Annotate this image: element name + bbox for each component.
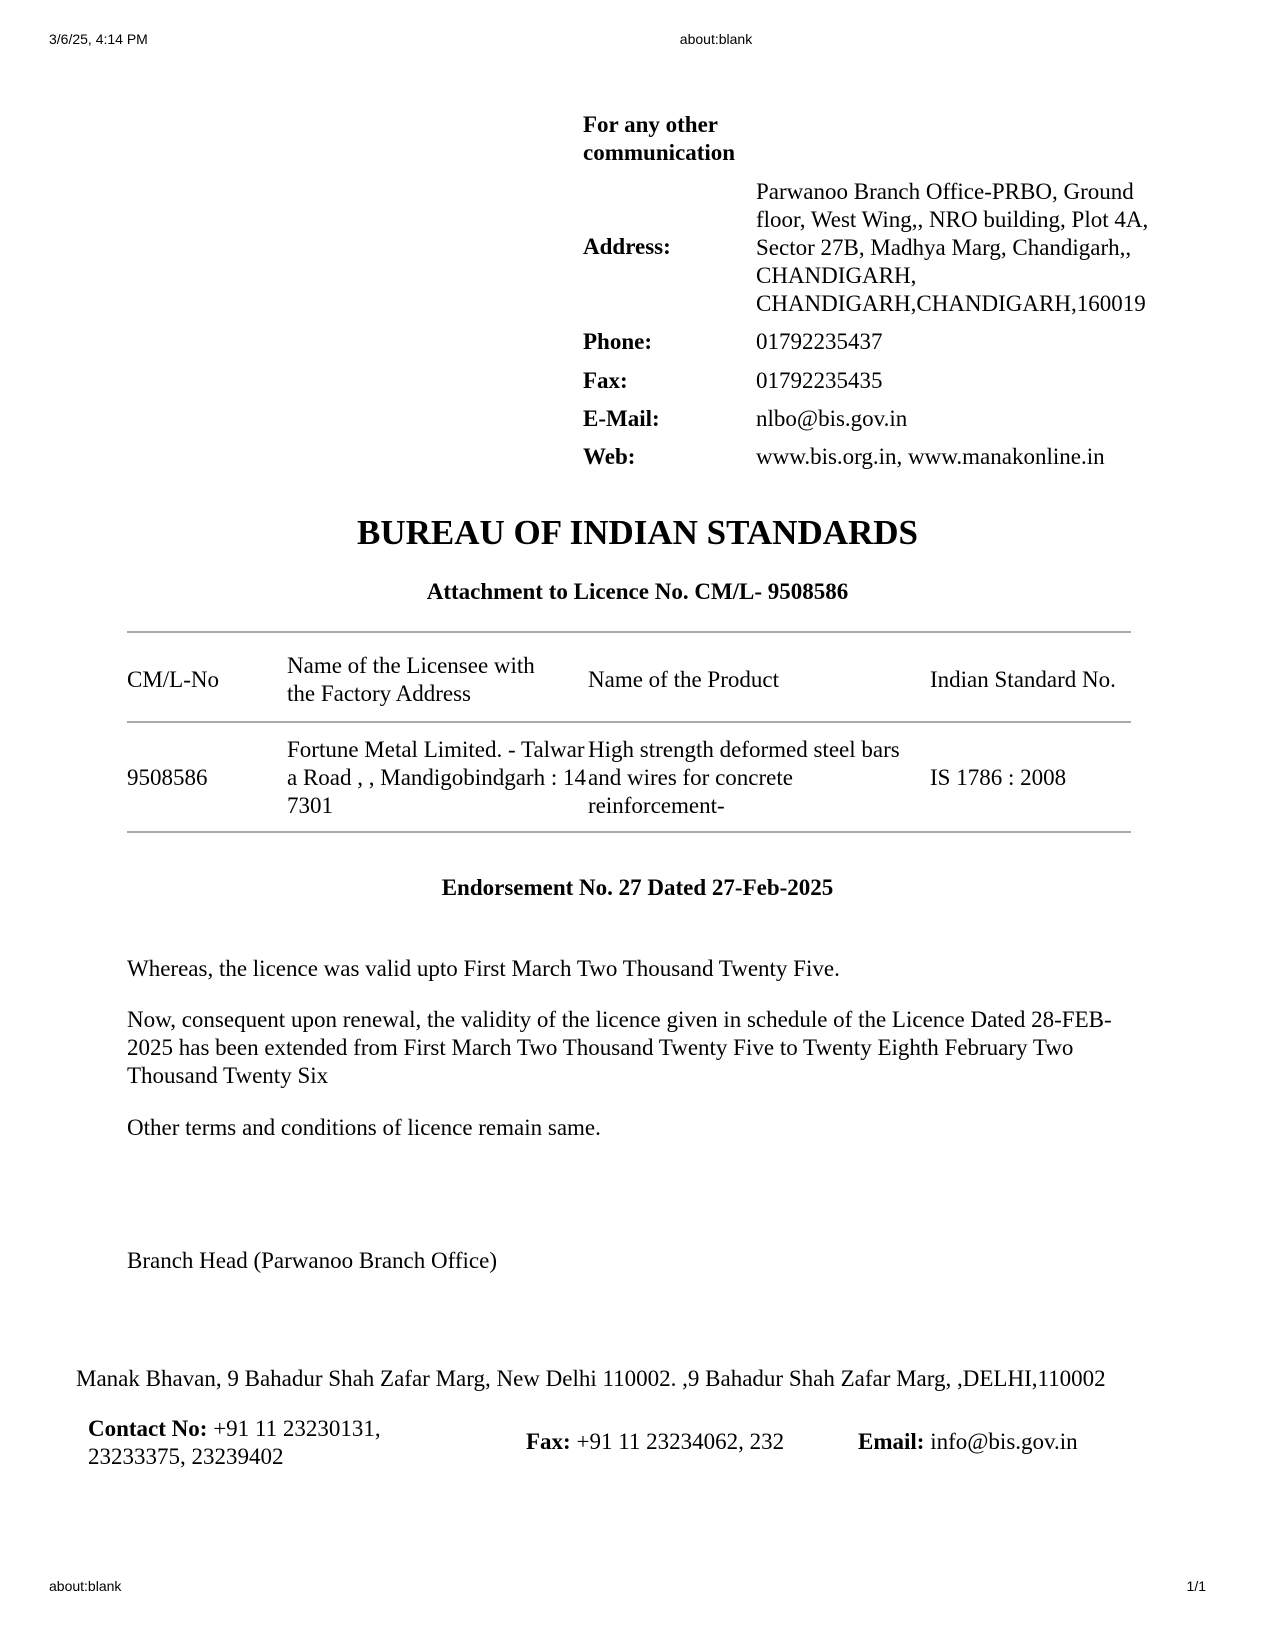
web-value[interactable]: www.bis.org.in, www.manakonline.in <box>756 444 1105 469</box>
paragraph-1: Whereas, the licence was valid upto First March Two Thousand Twenty Five. <box>127 956 840 981</box>
signatory: Branch Head (Parwanoo Branch Office) <box>127 1248 497 1273</box>
contact-label: Contact No: <box>88 1416 208 1441</box>
footer-address: Manak Bhavan, 9 Bahadur Shah Zafar Marg, New Delhi 110002. ,9 Bahadur Shah Zafar Marg, ,DELHI,110002 <box>76 1366 1106 1391</box>
table-top-rule <box>127 631 1131 633</box>
print-url: about:blank <box>49 1578 122 1594</box>
cell-licensee: Fortune Metal Limited. - Talwara Road , , Mandigobindgarh : 147301 <box>287 737 586 818</box>
document-title: BUREAU OF INDIAN STANDARDS <box>356 513 919 552</box>
footer-fax <box>526 1428 784 1456</box>
footer-fax-value: +91 11 23234062, 232 <box>576 1429 785 1454</box>
address-value: Parwanoo Branch Office-PRBO, Ground floor, West Wing,, NRO building, Plot 4A, Sector 27B, Madhya Marg, Chandigarh,, CHANDIGARH, CHANDIGARH,CHANDIGARH,160019 <box>756 179 1149 316</box>
th-licensee: Name of the Licensee with the Factory Address <box>287 653 535 706</box>
fax-value: 01792235435 <box>756 368 883 393</box>
phone-label: Phone: <box>583 329 652 354</box>
phone-value: 01792235437 <box>756 329 883 354</box>
footer-email-label: Email: <box>858 1429 925 1454</box>
print-datetime: 3/6/25, 4:14 PM <box>49 31 148 47</box>
footer-email <box>858 1428 1078 1456</box>
table-bottom-rule <box>127 831 1131 833</box>
email-label: E-Mail: <box>583 406 660 431</box>
fax-label: Fax: <box>583 368 628 393</box>
paragraph-2: Now, consequent upon renewal, the validity of the licence given in schedule of the Licence Dated 28-FEB-2025 has been extended from First March Two Thousand Twenty Five to Twenty Eighth February Two Thousand Twenty Six <box>127 1007 1112 1088</box>
contact-heading: For any other communication <box>583 112 736 165</box>
page-number: 1/1 <box>1186 1578 1206 1594</box>
cell-standard: IS 1786 : 2008 <box>930 765 1067 790</box>
endorsement-heading: Endorsement No. 27 Dated 27-Feb-2025 <box>441 875 834 900</box>
document-subtitle: Attachment to Licence No. CM/L- 9508586 <box>426 579 849 604</box>
paragraph-3: Other terms and conditions of licence remain same. <box>127 1115 601 1140</box>
web-label: Web: <box>583 444 636 469</box>
footer-contact <box>88 1415 418 1471</box>
th-cml-no: CM/L-No <box>127 667 219 692</box>
contact-value: +91 11 23230131, 23233375, 23239402 <box>88 1416 381 1469</box>
th-standard: Indian Standard No. <box>930 667 1116 692</box>
th-product: Name of the Product <box>588 667 779 692</box>
footer-email-value[interactable]: info@bis.gov.in <box>930 1429 1078 1454</box>
address-label: Address: <box>583 234 671 259</box>
email-value[interactable]: nlbo@bis.gov.in <box>756 406 908 431</box>
print-title: about:blank <box>679 31 753 47</box>
cell-product: High strength deformed steel bars and wires for concrete reinforcement- <box>588 737 900 818</box>
footer-fax-label: Fax: <box>526 1429 571 1454</box>
cell-cml-no: 9508586 <box>127 765 208 790</box>
table-header-rule <box>127 721 1131 723</box>
